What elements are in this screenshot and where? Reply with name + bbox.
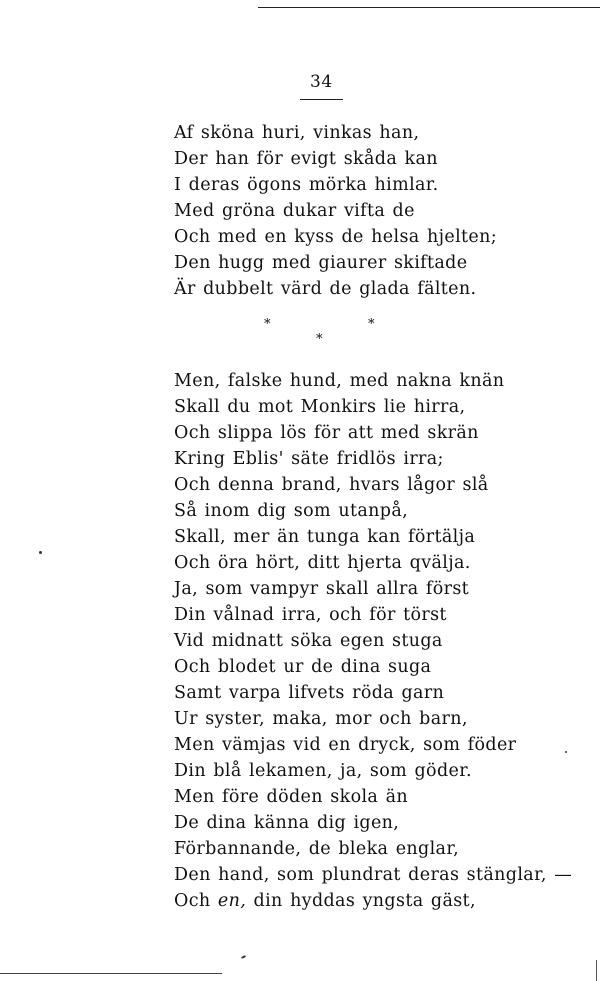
verse-line: Kring Eblis' säte fridlös irra; [174, 449, 444, 469]
verse-line: Din blå lekamen, ja, som göder. [174, 761, 472, 781]
verse-line: Der han för evigt skåda kan [174, 149, 438, 169]
ink-speck [241, 955, 246, 959]
verse-line: Vid midnatt söka egen stuga [174, 631, 443, 651]
ink-speck [565, 751, 567, 753]
page-number-underline [300, 99, 343, 100]
verse-line: Af sköna huri, vinkas han, [174, 123, 420, 143]
verse-line-last [174, 888, 572, 914]
bottom-rule [0, 973, 222, 974]
verse-line: Den hand, som plundrat deras stänglar, — [174, 865, 573, 885]
verse-line: Och öra hört, ditt hjerta qvälja. [174, 553, 471, 573]
asterisk-icon: * [316, 332, 323, 347]
verse-line: Men vämjas vid en dryck, som föder [174, 735, 517, 755]
ink-speck [39, 551, 42, 554]
verse-line: Och med en kyss de helsa hjelten; [174, 227, 497, 247]
verse-line: Med gröna dukar vifta de [174, 201, 415, 221]
verse-line: Och blodet ur de dina suga [174, 657, 432, 677]
verse-line: Den hugg med giaurer skiftade [174, 253, 468, 273]
verse-line: Är dubbelt värd de glada fälten. [174, 279, 477, 299]
asterisk-icon: * [368, 317, 375, 332]
last-line-emphasis: en, [217, 891, 247, 911]
page-edge-line [596, 960, 597, 981]
verse-line: Men före döden skola än [174, 787, 409, 807]
verse-line: Ur syster, maka, mor och barn, [174, 709, 468, 729]
verse-line: Samt varpa lifvets röda garn [174, 683, 445, 703]
stanza-2 [174, 368, 572, 914]
stanza-1 [174, 120, 497, 302]
page-number: 34 [310, 72, 333, 92]
verse-line: I deras ögons mörka himlar. [174, 175, 439, 195]
verse-line: Så inom dig som utanpå, [174, 501, 409, 521]
verse-line: Skall, mer än tunga kan förtälja [174, 527, 476, 547]
verse-line: Men, falske hund, med nakna knän [174, 371, 505, 391]
verse-line: Skall du mot Monkirs lie hirra, [174, 397, 466, 417]
verse-line: Din vålnad irra, och för törst [174, 605, 447, 625]
verse-line: Och denna brand, hvars lågor slå [174, 475, 489, 495]
asterisk-icon: * [264, 317, 271, 332]
verse-line: Förbannande, de bleka englar, [174, 839, 460, 859]
verse-line: De dina känna dig igen, [174, 813, 400, 833]
verse-line: Ja, som vampyr skall allra först [174, 579, 470, 599]
last-line-end: din hyddas yngsta gäst, [246, 891, 476, 911]
verse-line: Och slippa lös för att med skrän [174, 423, 479, 443]
last-line-start: Och [174, 891, 218, 911]
